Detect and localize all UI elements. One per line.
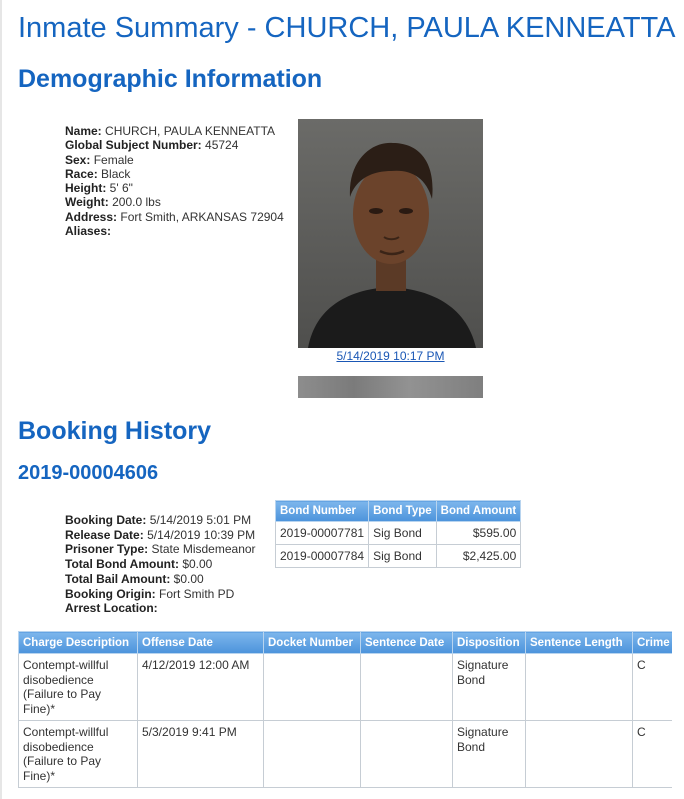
bond-row bbox=[276, 522, 521, 545]
release-date-value: 5/14/2019 10:39 PM bbox=[147, 527, 256, 542]
weight-value: 200.0 lbs bbox=[112, 195, 161, 210]
bond-type-cell: Sig Bond bbox=[369, 545, 437, 568]
booking-info bbox=[65, 513, 256, 616]
offense-date-cell: 5/3/2019 9:41 PM bbox=[138, 721, 264, 788]
sentence-date-cell bbox=[361, 654, 453, 721]
arrest-location-row bbox=[65, 601, 256, 616]
sentence-length-cell bbox=[526, 654, 633, 721]
height-row bbox=[65, 181, 284, 195]
subject-number-row bbox=[65, 138, 284, 152]
booking-date-label: Booking Date: bbox=[65, 513, 147, 527]
prisoner-type-label: Prisoner Type: bbox=[65, 542, 149, 557]
release-date-label: Release Date: bbox=[65, 527, 144, 542]
address-value: Fort Smith, ARKANSAS 72904 bbox=[120, 209, 284, 224]
charge-description-cell: Contempt-willful disobedience (Failure to Pay Fine)* bbox=[19, 721, 138, 788]
offense-date-header[interactable]: Offense Date bbox=[138, 632, 264, 654]
sentence-length-header[interactable]: Sentence Length bbox=[526, 632, 633, 654]
bond-header-row bbox=[276, 501, 521, 522]
charge-table bbox=[18, 631, 672, 788]
subject-number-label: Global Subject Number: bbox=[65, 138, 202, 153]
height-label: Height: bbox=[65, 181, 107, 196]
sex-label: Sex: bbox=[65, 152, 91, 167]
bond-type-header[interactable]: Bond Type bbox=[369, 501, 437, 522]
page-left-border bbox=[0, 0, 2, 799]
disposition-cell: Signature Bond bbox=[453, 654, 526, 721]
aliases-label: Aliases: bbox=[65, 224, 112, 239]
aliases-row bbox=[65, 224, 284, 238]
charge-table-container[interactable] bbox=[18, 631, 672, 799]
demographic-info bbox=[65, 124, 284, 238]
prisoner-type-row bbox=[65, 542, 256, 557]
crime-header[interactable]: Crime bbox=[633, 632, 673, 654]
total-bail-row bbox=[65, 572, 256, 587]
charge-row bbox=[19, 721, 673, 788]
docket-number-header[interactable]: Docket Number bbox=[264, 632, 361, 654]
bond-number-cell: 2019-00007784 bbox=[276, 545, 369, 568]
booking-history-heading: Booking History bbox=[18, 417, 212, 445]
page-title: Inmate Summary - CHURCH, PAULA KENNEATTA bbox=[18, 12, 676, 44]
charge-description-header[interactable]: Charge Description bbox=[19, 632, 138, 654]
race-row bbox=[65, 167, 284, 181]
total-bond-label: Total Bond Amount: bbox=[65, 557, 179, 572]
booking-photo-image bbox=[298, 119, 483, 348]
booking-origin-value: Fort Smith PD bbox=[159, 586, 235, 601]
sentence-date-cell bbox=[361, 721, 453, 788]
charge-row bbox=[19, 654, 673, 721]
bond-amount-header[interactable]: Bond Amount bbox=[436, 501, 521, 522]
total-bail-value: $0.00 bbox=[173, 571, 204, 586]
redacted-bar bbox=[298, 376, 483, 398]
weight-label: Weight: bbox=[65, 195, 109, 210]
address-row bbox=[65, 210, 284, 224]
booking-photo[interactable] bbox=[298, 119, 483, 348]
docket-number-cell bbox=[264, 721, 361, 788]
booking-date-row bbox=[65, 513, 256, 528]
crime-cell: C bbox=[633, 721, 673, 788]
race-value: Black bbox=[101, 166, 131, 181]
sentence-length-cell bbox=[526, 721, 633, 788]
total-bond-row bbox=[65, 557, 256, 572]
bond-table bbox=[275, 500, 521, 568]
sex-value: Female bbox=[93, 152, 134, 167]
arrest-location-label: Arrest Location: bbox=[65, 601, 158, 616]
total-bond-value: $0.00 bbox=[182, 557, 213, 572]
bond-amount-cell: $2,425.00 bbox=[436, 545, 521, 568]
sentence-date-header[interactable]: Sentence Date bbox=[361, 632, 453, 654]
bond-number-cell: 2019-00007781 bbox=[276, 522, 369, 545]
name-row bbox=[65, 124, 284, 138]
offense-date-cell: 4/12/2019 12:00 AM bbox=[138, 654, 264, 721]
race-label: Race: bbox=[65, 166, 98, 181]
name-label: Name: bbox=[65, 124, 102, 138]
booking-date-value: 5/14/2019 5:01 PM bbox=[149, 513, 252, 527]
sex-row bbox=[65, 153, 284, 167]
prisoner-type-value: State Misdemeanor bbox=[151, 542, 256, 557]
bond-type-cell: Sig Bond bbox=[369, 522, 437, 545]
address-label: Address: bbox=[65, 209, 118, 224]
release-date-row bbox=[65, 528, 256, 543]
bond-amount-cell: $595.00 bbox=[436, 522, 521, 545]
photo-date-link[interactable]: 5/14/2019 10:17 PM bbox=[336, 349, 445, 363]
booking-origin-label: Booking Origin: bbox=[65, 586, 156, 601]
booking-origin-row bbox=[65, 587, 256, 602]
charge-header-row bbox=[19, 632, 673, 654]
bond-row bbox=[276, 545, 521, 568]
disposition-header[interactable]: Disposition bbox=[453, 632, 526, 654]
crime-cell: C bbox=[633, 654, 673, 721]
name-value: CHURCH, PAULA KENNEATTA bbox=[105, 124, 276, 138]
height-value: 5' 6" bbox=[109, 181, 133, 196]
booking-number: 2019-00004606 bbox=[18, 462, 159, 484]
total-bail-label: Total Bail Amount: bbox=[65, 571, 171, 586]
charge-description-cell: Contempt-willful disobedience (Failure to Pay Fine)* bbox=[19, 654, 138, 721]
docket-number-cell bbox=[264, 654, 361, 721]
disposition-cell: Signature Bond bbox=[453, 721, 526, 788]
subject-number-value: 45724 bbox=[205, 138, 239, 153]
demographic-heading: Demographic Information bbox=[18, 65, 323, 93]
bond-number-header[interactable]: Bond Number bbox=[276, 501, 369, 522]
weight-row bbox=[65, 195, 284, 209]
